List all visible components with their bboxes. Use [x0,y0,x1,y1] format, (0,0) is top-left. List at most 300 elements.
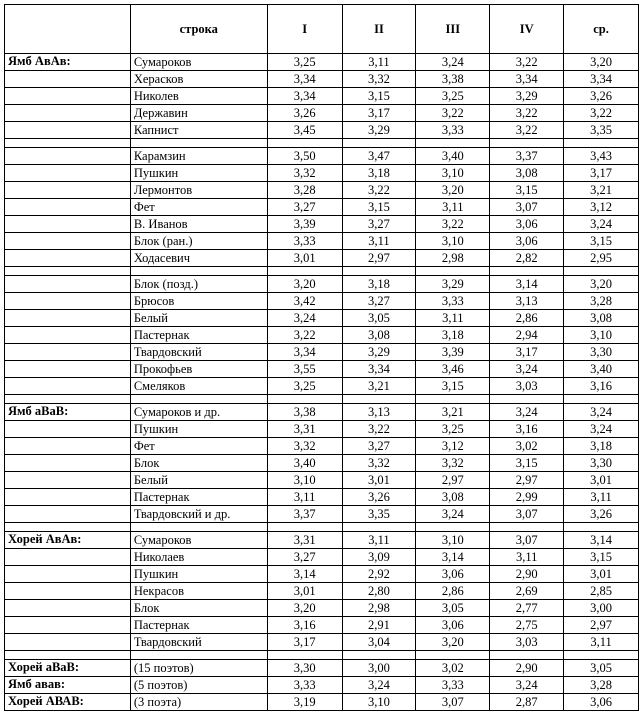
meter-label [5,122,131,139]
value-cell: 3,24 [564,404,639,421]
meter-label [5,310,131,327]
value-cell: 3,33 [267,233,342,250]
poet-name: Пушкин [130,165,267,182]
poet-name: Пастернак [130,327,267,344]
meter-label [5,489,131,506]
value-cell: 3,34 [267,71,342,88]
poet-name: Николаев [130,549,267,566]
value-cell: 3,01 [564,472,639,489]
value-cell: 3,26 [564,88,639,105]
value-cell: 3,14 [564,532,639,549]
spacer-cell [342,267,416,276]
header-cell-label [5,5,131,54]
meter-label [5,276,131,293]
spacer-cell [490,139,564,148]
value-cell: 3,16 [490,421,564,438]
table-row [5,276,639,293]
poet-name: Белый [130,310,267,327]
value-cell: 3,24 [416,506,490,523]
value-cell: 3,11 [342,532,416,549]
value-cell: 3,24 [416,54,490,71]
value-cell: 3,32 [342,71,416,88]
spacer-cell [130,651,267,660]
value-cell: 3,15 [416,378,490,395]
value-cell: 3,45 [267,122,342,139]
table-row [5,199,639,216]
value-cell: 3,19 [267,694,342,711]
meter-label: Ямб АвАв: [5,54,131,71]
value-cell: 2,69 [490,583,564,600]
meter-label [5,421,131,438]
meter-label [5,148,131,165]
poet-name: Прокофьев [130,361,267,378]
value-cell: 3,31 [267,532,342,549]
poet-name: Брюсов [130,293,267,310]
table-body [5,54,639,711]
value-cell: 3,12 [564,199,639,216]
value-cell: 3,30 [564,344,639,361]
value-cell: 3,03 [490,378,564,395]
table-row [5,566,639,583]
value-cell: 3,29 [490,88,564,105]
value-cell: 3,35 [564,122,639,139]
meter-label: Ямб аВаВ: [5,404,131,421]
meter-label [5,216,131,233]
spacer-cell [5,395,131,404]
header-cell-iv: IV [490,5,564,54]
value-cell: 3,34 [267,88,342,105]
value-cell: 3,37 [267,506,342,523]
spacer-cell [342,395,416,404]
value-cell: 3,02 [490,438,564,455]
value-cell: 3,34 [267,344,342,361]
value-cell: 3,20 [267,600,342,617]
value-cell: 3,27 [267,199,342,216]
poet-name: Херасков [130,71,267,88]
meter-label: Хорей АвАв: [5,532,131,549]
value-cell: 3,20 [416,634,490,651]
table-row [5,438,639,455]
value-cell: 3,07 [416,694,490,711]
value-cell: 3,25 [416,421,490,438]
value-cell: 2,90 [490,566,564,583]
value-cell: 3,05 [342,310,416,327]
meter-label [5,88,131,105]
meter-label [5,378,131,395]
value-cell: 3,28 [564,677,639,694]
meter-label [5,617,131,634]
value-cell: 3,15 [564,233,639,250]
spacer-row [5,523,639,532]
value-cell: 3,07 [490,532,564,549]
meter-label [5,165,131,182]
meter-label [5,361,131,378]
value-cell: 3,15 [490,182,564,199]
value-cell: 3,02 [416,660,490,677]
value-cell: 3,28 [267,182,342,199]
poet-name: Пастернак [130,489,267,506]
value-cell: 3,01 [342,472,416,489]
value-cell: 3,13 [490,293,564,310]
value-cell: 3,22 [564,105,639,122]
value-cell: 3,08 [416,489,490,506]
value-cell: 3,55 [267,361,342,378]
value-cell: 3,01 [267,583,342,600]
value-cell: 3,22 [416,216,490,233]
meter-label: Хорей аВаВ: [5,660,131,677]
poet-name: Державин [130,105,267,122]
spacer-cell [564,523,639,532]
table-row [5,54,639,71]
spacer-cell [564,267,639,276]
meter-label [5,199,131,216]
value-cell: 2,86 [416,583,490,600]
spacer-cell [267,523,342,532]
value-cell: 3,21 [416,404,490,421]
value-cell: 3,27 [342,438,416,455]
value-cell: 3,26 [267,105,342,122]
table-row [5,182,639,199]
value-cell: 3,08 [564,310,639,327]
value-cell: 3,17 [490,344,564,361]
spacer-row [5,651,639,660]
table-row [5,660,639,677]
value-cell: 3,32 [342,455,416,472]
value-cell: 3,13 [342,404,416,421]
value-cell: 2,85 [564,583,639,600]
value-cell: 3,32 [416,455,490,472]
value-cell: 3,20 [564,276,639,293]
spacer-cell [5,523,131,532]
value-cell: 3,29 [416,276,490,293]
value-cell: 3,10 [416,165,490,182]
value-cell: 3,06 [416,617,490,634]
value-cell: 3,15 [564,549,639,566]
spacer-cell [342,523,416,532]
value-cell: 2,95 [564,250,639,267]
value-cell: 3,38 [267,404,342,421]
value-cell: 3,06 [490,233,564,250]
meter-label: Хорей АВАВ: [5,694,131,711]
value-cell: 3,20 [416,182,490,199]
value-cell: 3,32 [267,438,342,455]
value-cell: 3,10 [342,694,416,711]
meter-label [5,327,131,344]
spacer-row [5,139,639,148]
value-cell: 2,98 [416,250,490,267]
value-cell: 3,33 [416,677,490,694]
value-cell: 3,18 [342,276,416,293]
meter-label [5,600,131,617]
meter-label [5,105,131,122]
value-cell: 3,03 [490,634,564,651]
value-cell: 3,24 [490,361,564,378]
value-cell: 3,05 [416,600,490,617]
table-row [5,694,639,711]
value-cell: 3,35 [342,506,416,523]
meter-label: Ямб авав: [5,677,131,694]
value-cell: 3,10 [267,472,342,489]
value-cell: 3,22 [490,105,564,122]
poet-name: Ходасевич [130,250,267,267]
meter-label [5,506,131,523]
value-cell: 3,22 [416,105,490,122]
spacer-cell [130,139,267,148]
value-cell: 3,21 [342,378,416,395]
value-cell: 3,11 [564,634,639,651]
header-cell-line: строка [130,5,267,54]
value-cell: 2,77 [490,600,564,617]
value-cell: 3,28 [564,293,639,310]
value-cell: 2,90 [490,660,564,677]
value-cell: 3,17 [564,165,639,182]
value-cell: 3,22 [342,182,416,199]
value-cell: 3,42 [267,293,342,310]
meter-label [5,472,131,489]
value-cell: 2,97 [416,472,490,489]
value-cell: 2,86 [490,310,564,327]
spacer-cell [564,395,639,404]
meter-label [5,182,131,199]
value-cell: 3,34 [564,71,639,88]
table-row [5,549,639,566]
poet-name: Капнист [130,122,267,139]
value-cell: 2,99 [490,489,564,506]
value-cell: 3,40 [416,148,490,165]
poet-name: Пастернак [130,617,267,634]
spacer-cell [5,139,131,148]
value-cell: 3,29 [342,122,416,139]
value-cell: 3,34 [342,361,416,378]
header-cell-iii: III [416,5,490,54]
value-cell: 3,07 [490,506,564,523]
value-cell: 3,04 [342,634,416,651]
spacer-cell [416,395,490,404]
table-row [5,361,639,378]
spacer-cell [267,267,342,276]
value-cell: 3,09 [342,549,416,566]
spacer-cell [5,267,131,276]
value-cell: 2,75 [490,617,564,634]
value-cell: 3,22 [490,122,564,139]
meter-label [5,233,131,250]
poet-name: Лермонтов [130,182,267,199]
poet-name: Некрасов [130,583,267,600]
table-row [5,421,639,438]
spacer-cell [564,651,639,660]
poet-name: Твардовский и др. [130,506,267,523]
table-row [5,532,639,549]
value-cell: 3,08 [490,165,564,182]
value-cell: 3,21 [564,182,639,199]
spacer-cell [416,523,490,532]
meter-label [5,455,131,472]
poet-name: Смеляков [130,378,267,395]
value-cell: 3,26 [564,506,639,523]
value-cell: 3,22 [267,327,342,344]
table-row [5,250,639,267]
value-cell: 3,27 [342,293,416,310]
poet-name: В. Иванов [130,216,267,233]
poet-name: Фет [130,199,267,216]
table-row [5,455,639,472]
value-cell: 3,15 [342,199,416,216]
table-row [5,327,639,344]
value-cell: 3,24 [342,677,416,694]
table-row [5,216,639,233]
poet-name: Блок [130,455,267,472]
table-row [5,404,639,421]
value-cell: 3,00 [342,660,416,677]
value-cell: 3,11 [416,199,490,216]
value-cell: 3,34 [490,71,564,88]
value-cell: 3,31 [267,421,342,438]
stress-table [4,4,639,711]
value-cell: 3,24 [267,310,342,327]
spacer-cell [564,139,639,148]
value-cell: 2,97 [342,250,416,267]
value-cell: 3,30 [564,455,639,472]
value-cell: 3,11 [490,549,564,566]
value-cell: 3,30 [267,660,342,677]
spacer-cell [490,267,564,276]
table-row [5,378,639,395]
spacer-cell [130,523,267,532]
table-row [5,506,639,523]
value-cell: 3,22 [490,54,564,71]
value-cell: 3,15 [490,455,564,472]
value-cell: 3,38 [416,71,490,88]
poet-name: Сумароков [130,532,267,549]
table-row [5,344,639,361]
meter-label [5,293,131,310]
meter-label [5,583,131,600]
value-cell: 3,33 [267,677,342,694]
poet-name: (15 поэтов) [130,660,267,677]
table-row [5,310,639,327]
value-cell: 3,16 [267,617,342,634]
table-row [5,472,639,489]
header-cell-ii: II [342,5,416,54]
poet-name: Пушкин [130,566,267,583]
value-cell: 2,98 [342,600,416,617]
table-row [5,677,639,694]
value-cell: 2,91 [342,617,416,634]
value-cell: 3,00 [564,600,639,617]
value-cell: 3,39 [267,216,342,233]
poet-name: (5 поэтов) [130,677,267,694]
spacer-cell [267,395,342,404]
value-cell: 3,01 [267,250,342,267]
poet-name: Блок [130,600,267,617]
value-cell: 3,11 [342,54,416,71]
value-cell: 3,47 [342,148,416,165]
value-cell: 3,29 [342,344,416,361]
value-cell: 3,37 [490,148,564,165]
spacer-cell [130,395,267,404]
value-cell: 3,20 [564,54,639,71]
value-cell: 3,22 [342,421,416,438]
table-row [5,165,639,182]
meter-label [5,549,131,566]
value-cell: 2,82 [490,250,564,267]
value-cell: 3,06 [490,216,564,233]
value-cell: 3,12 [416,438,490,455]
value-cell: 3,07 [490,199,564,216]
poet-name: Твардовский [130,634,267,651]
spacer-cell [342,139,416,148]
value-cell: 3,25 [416,88,490,105]
value-cell: 3,20 [267,276,342,293]
value-cell: 3,27 [342,216,416,233]
value-cell: 2,80 [342,583,416,600]
value-cell: 3,25 [267,54,342,71]
meter-label [5,71,131,88]
table-row [5,148,639,165]
poet-name: Сумароков и др. [130,404,267,421]
value-cell: 3,18 [342,165,416,182]
spacer-cell [130,267,267,276]
spacer-cell [490,651,564,660]
header-cell-i: I [267,5,342,54]
poet-name: Сумароков [130,54,267,71]
value-cell: 3,46 [416,361,490,378]
table-row [5,293,639,310]
table-row [5,600,639,617]
spacer-cell [416,267,490,276]
value-cell: 3,14 [490,276,564,293]
value-cell: 3,43 [564,148,639,165]
value-cell: 3,50 [267,148,342,165]
value-cell: 3,17 [342,105,416,122]
spacer-cell [490,395,564,404]
poet-name: Пушкин [130,421,267,438]
table-row [5,105,639,122]
value-cell: 2,97 [490,472,564,489]
value-cell: 3,18 [564,438,639,455]
header-cell-avg: ср. [564,5,639,54]
value-cell: 2,97 [564,617,639,634]
meter-label [5,566,131,583]
spacer-cell [342,651,416,660]
value-cell: 3,24 [564,421,639,438]
value-cell: 3,10 [564,327,639,344]
table-row [5,233,639,250]
value-cell: 3,11 [267,489,342,506]
value-cell: 3,26 [342,489,416,506]
value-cell: 3,01 [564,566,639,583]
poet-name: Твардовский [130,344,267,361]
meter-label [5,250,131,267]
spacer-cell [416,139,490,148]
value-cell: 3,40 [564,361,639,378]
poet-name: Николев [130,88,267,105]
value-cell: 2,92 [342,566,416,583]
poet-name: Белый [130,472,267,489]
value-cell: 3,24 [564,216,639,233]
value-cell: 3,39 [416,344,490,361]
value-cell: 3,24 [490,677,564,694]
value-cell: 3,08 [342,327,416,344]
spacer-cell [416,651,490,660]
spacer-cell [267,651,342,660]
header-row [5,5,639,54]
value-cell: 3,32 [267,165,342,182]
spacer-row [5,395,639,404]
value-cell: 3,14 [267,566,342,583]
value-cell: 3,10 [416,532,490,549]
value-cell: 3,15 [342,88,416,105]
